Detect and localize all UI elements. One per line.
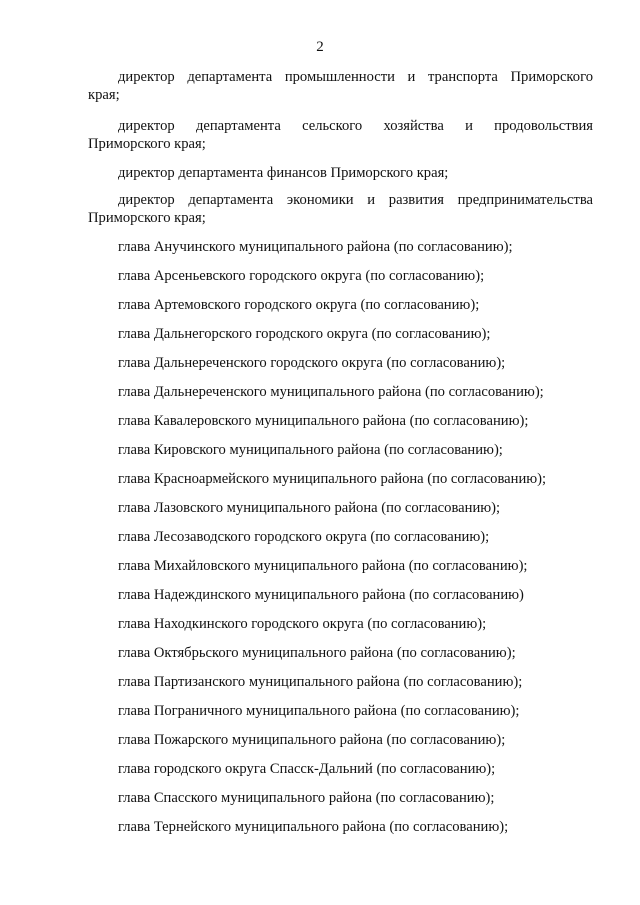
list-item-line: глава Дальнереченского городского округа (по согласованию);: [118, 355, 506, 371]
list-item-line: глава Дальнегорского городского округа (по согласованию);: [118, 326, 491, 342]
list-item: [88, 191, 593, 227]
list-item-line: глава Пограничного муниципального района (по согласованию);: [118, 703, 520, 719]
list-item: [88, 702, 593, 720]
list-item: [88, 164, 593, 182]
list-item: [88, 818, 593, 836]
list-item-line: края;: [88, 87, 120, 103]
list-item-line: глава Красноармейского муниципального района (по согласованию);: [118, 471, 547, 487]
list-item-line: глава Тернейского муниципального района (по согласованию);: [118, 819, 509, 835]
page-number: 2: [316, 39, 324, 55]
list-item-line: директор департамента промышленности и транспорта Приморского: [118, 69, 593, 85]
list-item-line: глава Кировского муниципального района (по согласованию);: [118, 442, 503, 458]
list-item-line: глава городского округа Спасск-Дальний (по согласованию);: [118, 761, 496, 777]
list-item-line: глава Кавалеровского муниципального района (по согласованию);: [118, 413, 529, 429]
list-item-line: глава Находкинского городского округа (по согласованию);: [118, 616, 487, 632]
list-item-line: глава Октябрьского муниципального района (по согласованию);: [118, 645, 516, 661]
list-item: [88, 673, 593, 691]
list-item: [88, 267, 593, 285]
list-item: [88, 557, 593, 575]
list-item: [88, 731, 593, 749]
list-item: [88, 760, 593, 778]
list-item-line: глава Партизанского муниципального района (по согласованию);: [118, 674, 523, 690]
list-item: [88, 325, 593, 343]
list-item-line: глава Арсеньевского городского округа (по согласованию);: [118, 268, 485, 284]
list-item-line: глава Спасского муниципального района (по согласованию);: [118, 790, 495, 806]
list-item: [88, 68, 593, 104]
list-item: [88, 296, 593, 314]
list-item-line: директор департамента экономики и развития предпринимательства: [118, 192, 593, 208]
list-item-line: глава Дальнереченского муниципального района (по согласованию);: [118, 384, 544, 400]
list-item: [88, 470, 593, 488]
list-item-line: глава Надеждинского муниципального района (по согласованию): [118, 587, 524, 603]
list-item-line: глава Лазовского муниципального района (по согласованию);: [118, 500, 501, 516]
list-item-line: глава Пожарского муниципального района (по согласованию);: [118, 732, 506, 748]
list-item: [88, 117, 593, 153]
list-item-line: Приморского края;: [88, 210, 206, 226]
list-item: [88, 644, 593, 662]
list-item-line: глава Анучинского муниципального района (по согласованию);: [118, 239, 513, 255]
list-item: [88, 789, 593, 807]
list-item-line: директор департамента сельского хозяйства и продовольствия: [118, 118, 593, 134]
list-item-line: Приморского края;: [88, 136, 206, 152]
list-item: [88, 528, 593, 546]
list-item: [88, 238, 593, 256]
list-item: [88, 441, 593, 459]
list-item-line: глава Артемовского городского округа (по согласованию);: [118, 297, 480, 313]
list-item: [88, 354, 593, 372]
list-item-line: глава Михайловского муниципального района (по согласованию);: [118, 558, 528, 574]
list-item: [88, 586, 593, 604]
list-item: [88, 383, 593, 401]
list-item: [88, 615, 593, 633]
list-item: [88, 499, 593, 517]
list-item-line: глава Лесозаводского городского округа (по согласованию);: [118, 529, 490, 545]
list-item: [88, 412, 593, 430]
list-item-line: директор департамента финансов Приморского края;: [118, 165, 449, 181]
